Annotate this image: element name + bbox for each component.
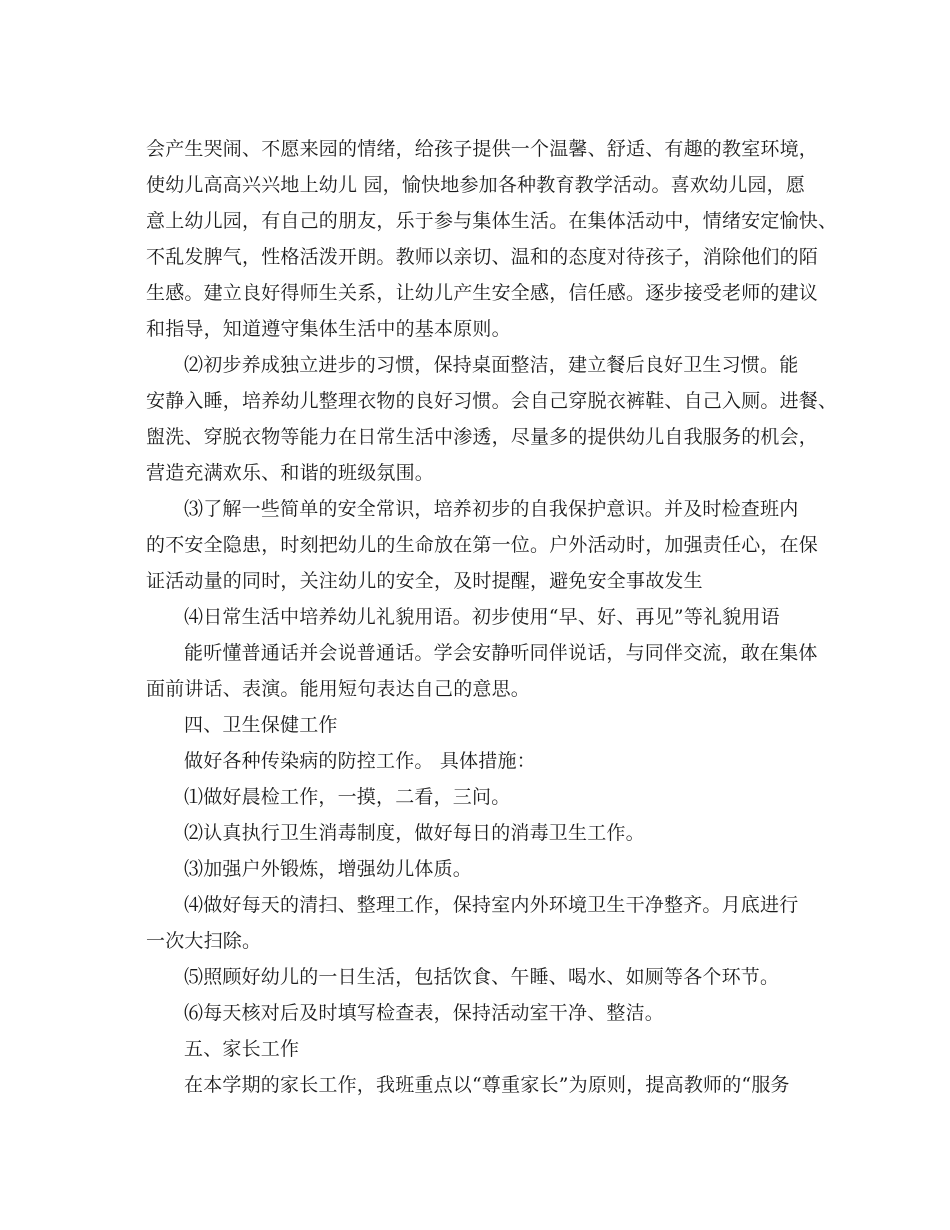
text-line: 安静入睡，培养幼儿整理衣物的良好习惯。会自己穿脱衣裤鞋、自己入厕。进餐、: [146, 390, 838, 412]
text-line: 一次大扫除。: [146, 930, 262, 952]
text-line: 证活动量的同时，关注幼儿的安全，及时提醒，避免安全事故发生: [146, 570, 703, 592]
text-line: 使幼儿高高兴兴地上幼儿 园，愉快地参加各种教育教学活动。喜欢幼儿园，愿: [146, 174, 806, 196]
text-line: ⑹每天核对后及时填写检查表，保持活动室干净、整洁。: [184, 1002, 665, 1024]
text-line: 做好各种传染病的防控工作。 具体措施：: [184, 750, 536, 772]
text-line: 不乱发脾气，性格活泼开朗。教师以亲切、温和的态度对待孩子，消除他们的陌: [146, 246, 819, 268]
text-line: ⑶加强户外锻炼，增强幼儿体质。: [184, 858, 473, 880]
text-line: ⑶了解一些简单的安全常识，培养初步的自我保护意识。并及时检查班内: [184, 498, 799, 520]
text-line: 在本学期的家长工作，我班重点以“尊重家长”为原则，提高教师的“服务: [184, 1074, 790, 1096]
text-line: ⑴做好晨检工作，一摸，二看，三问。: [184, 786, 511, 808]
text-line: 生感。建立良好得师生关系，让幼儿产生安全感，信任感。逐步接受老师的建议: [146, 282, 819, 304]
text-line: 会产生哭闹、不愿来园的情绪，给孩子提供一个温馨、舒适、有趣的教室环境，: [146, 138, 819, 160]
text-line: 和指导，知道遵守集体生活中的基本原则。: [146, 318, 511, 340]
text-line: 意上幼儿园，有自己的朋友，乐于参与集体生活。在集体活动中，情绪安定愉快、: [146, 210, 838, 232]
text-line: 营造充满欢乐、和谐的班级氛围。: [146, 462, 435, 484]
text-line: ⑷做好每天的清扫、整理工作，保持室内外环境卫生干净整齐。月底进行: [184, 894, 799, 916]
text-line: ⑵认真执行卫生消毒制度，做好每日的消毒卫生工作。: [184, 822, 645, 844]
text-line: 能听懂普通话并会说普通话。学会安静听同伴说话，与同伴交流，敢在集体: [184, 642, 818, 664]
text-line: ⑸照顾好幼儿的一日生活，包括饮食、午睡、喝水、如厕等各个环节。: [184, 966, 780, 988]
text-line: 面前讲话、表演。能用短句表达自己的意思。: [146, 678, 531, 700]
section-heading: 四、卫生保健工作: [184, 714, 338, 736]
text-line: ⑷日常生活中培养幼儿礼貌用语。初步使用“早、好、再见”等礼貌用语: [184, 606, 780, 628]
text-line: 盥洗、穿脱衣物等能力在日常生活中渗透，尽量多的提供幼儿自我服务的机会，: [146, 426, 819, 448]
section-heading: 五、家长工作: [184, 1038, 300, 1060]
text-line: 的不安全隐患，时刻把幼儿的生命放在第一位。户外活动时，加强责任心，在保: [146, 534, 819, 556]
text-line: ⑵初步养成独立进步的习惯，保持桌面整洁，建立餐后良好卫生习惯。能: [184, 354, 799, 376]
